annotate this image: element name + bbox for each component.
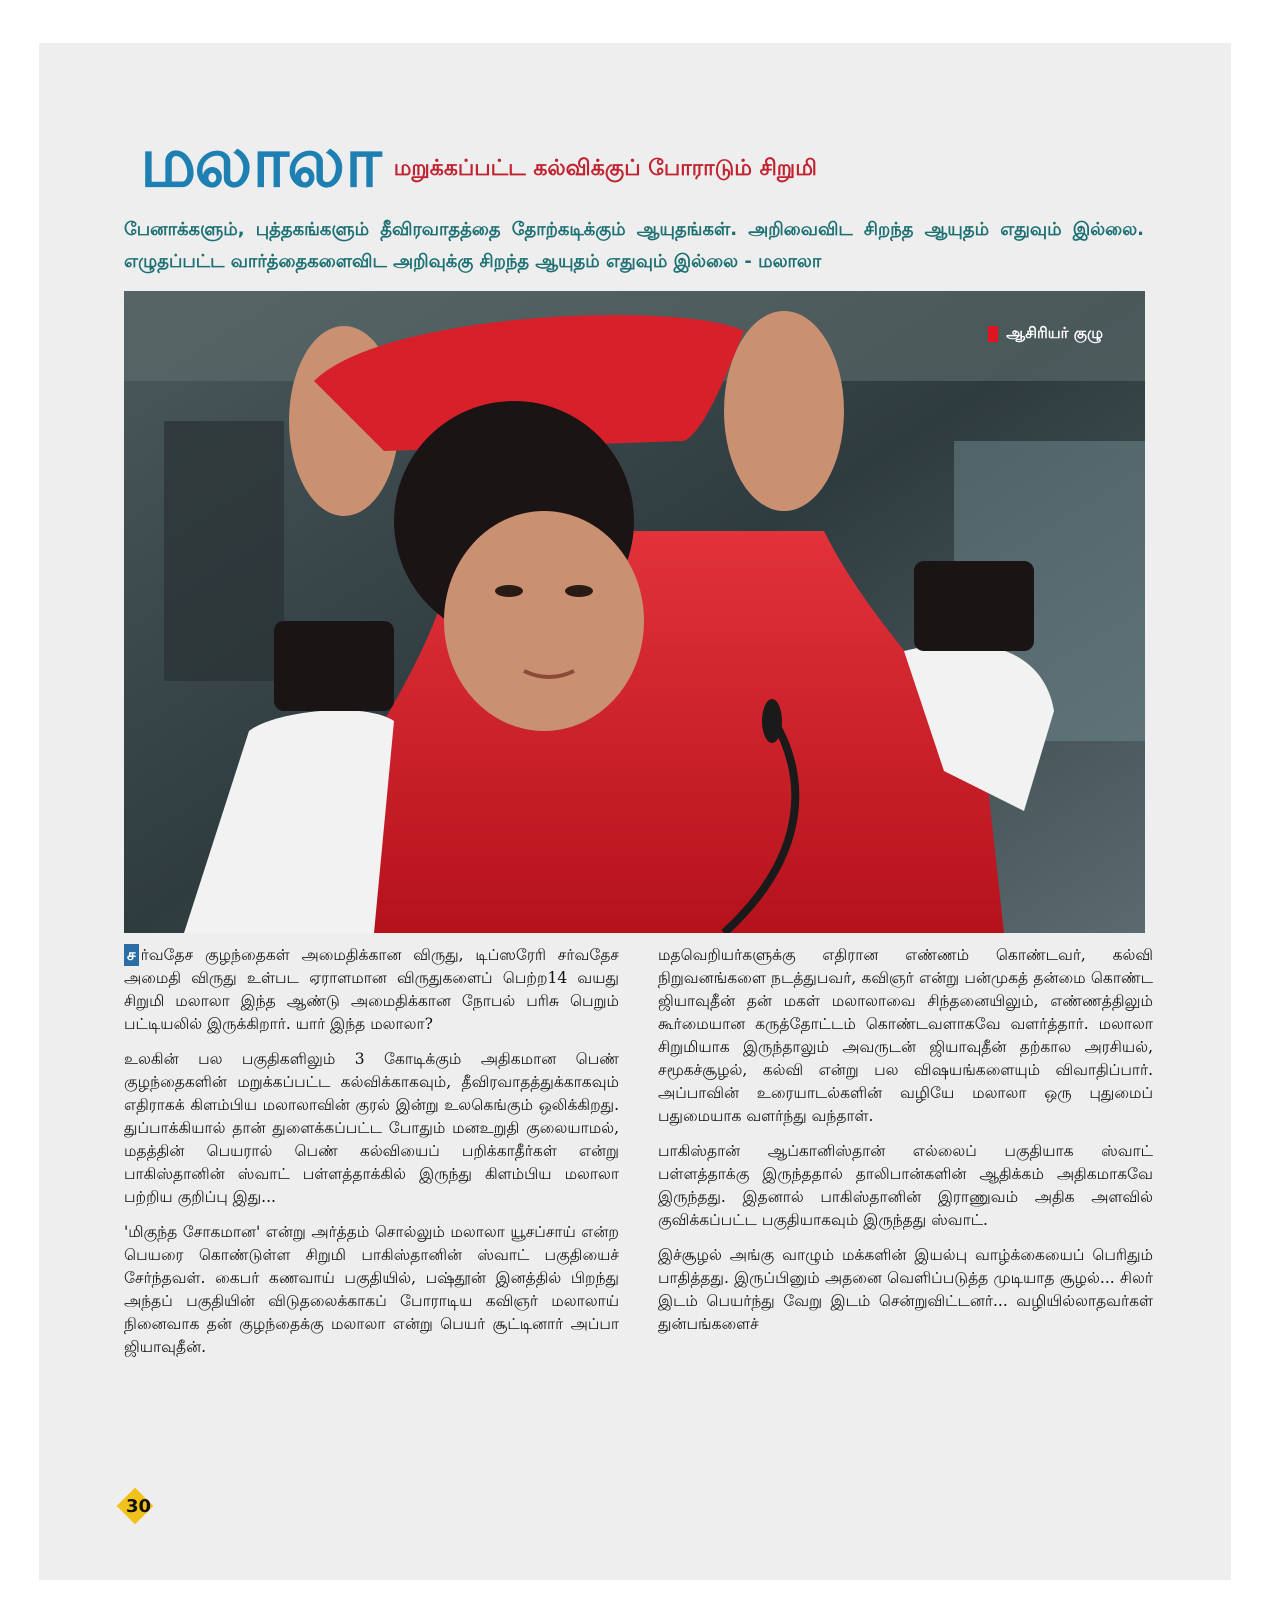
article-column-right [658, 944, 1153, 1348]
photo-illustration [124, 291, 1145, 933]
paragraph: இச்சூழல் அங்கு வாழும் மக்களின் இயல்பு வாழ்க்கையைப் பெரிதும் பாதித்தது. இருப்பினும் அதனை வெளிப்படுத்த முடியாத சூழல்... சிலர் இடம் பெயர்ந்து வேறு இடம் சென்றுவிட்டனர்... வழியில்லாதவர்கள் துன்பங்களைச் [658, 1246, 1153, 1333]
article-column-left [124, 944, 619, 1371]
page-title: மலாலா [140, 121, 380, 203]
page-number [126, 1496, 151, 1517]
byline-text: ஆசிரியர் குழு [1006, 324, 1103, 342]
paragraph: பாகிஸ்தான் ஆப்கானிஸ்தான் எல்லைப் பகுதியாக ஸ்வாட் பள்ளத்தாக்கு இருந்ததால் தாலிபான்களின் ஆதிக்கம் அதிகமாகவே இருந்தது. இதனால் பாகிஸ்தானின் இராணுவம் அதிக அளவில் குவிக்கப்பட்ட பகுதியாகவும் இருந்தது ஸ்வாட். [658, 1142, 1153, 1229]
paragraph: மதவெறியர்களுக்கு எதிரான எண்ணம் கொண்டவர், கல்வி நிறுவனங்களை நடத்துபவர், கவிஞர் என்று பன்முகத் தன்மை கொண்ட ஜியாவுதீன் தன் மகள் மலாலாவை சிந்தனையிலும், எண்ணத்திலும் கூர்மையான கருத்தோட்டம் கொண்டவளாகவே வளர்த்தார். மலாலா சிறுமியாக இருந்தாலும் அவருடன் ஜியாவுதீன் தற்கால அரசியல், சமூகச்சூழல், கல்வி என்று பல விஷயங்களையும் விவாதிப்பார். அப்பாவின் உரையாடல்களின் வழியே மலாலா ஒரு புதுமைப் பதுமையாக வளர்ந்து வந்தாள். [658, 946, 1153, 1125]
page-number-text: 30 [126, 1496, 152, 1517]
byline-marker [988, 326, 998, 342]
drop-cap: ச [124, 944, 139, 966]
paragraph: 'மிகுந்த சோகமான' என்று அர்த்தம் சொல்லும் மலாலா யூசப்சாய் என்ற பெயரை கொண்டுள்ள சிறுமி பாகிஸ்தானின் ஸ்வாட் பகுதியைச் சேர்ந்தவள். கைபர் கணவாய் பகுதியில், பஷ்தூன் இனத்தில் பிறந்து அந்தப் பகுதியின் விடுதலைக்காகப் போராடிய கவிஞர் மலாலாய் நினைவாக தன் குழந்தைக்கு மலாலா என்று பெயர் சூட்டினார் அப்பா ஜியாவுதீன். [124, 1223, 619, 1356]
article-photo [124, 291, 1145, 933]
page-subtitle: மறுக்கப்பட்ட கல்விக்குப் போராடும் சிறுமி [393, 156, 817, 181]
byline [988, 324, 1103, 344]
paragraph-text: ர்வதேச குழந்தைகள் அமைதிக்கான விருது, டிப்ஸரேரி சர்வதேச அமைதி விருது உள்பட ஏராளமான விருதுகளைப் பெற்ற14 வயது சிறுமி மலாலா இந்த ஆண்டு அமைதிக்கான நோபல் பரிசு பெறும் பட்டியலில் இருக்கிறார். யார் இந்த மலாலா? [124, 946, 619, 1033]
paragraph: உலகின் பல பகுதிகளிலும் 3 கோடிக்கும் அதிகமான பெண் குழந்தைகளின் மறுக்கப்பட்ட கல்விக்காகவும், தீவிரவாதத்துக்காகவும் எதிராகக் கிளம்பிய மலாலாவின் குரல் இன்று உலகெங்கும் ஒலிக்கிறது. துப்பாக்கியால் தான் துளைக்கப்பட்ட போதும் மனஉறுதி குலையாமல், மதத்தின் பெயரால் பெண் கல்வியைப் பறிக்காதீர்கள் என்று பாகிஸ்தானின் ஸ்வாட் பள்ளத்தாக்கில் இருந்து கிளம்பிய மலாலா பற்றிய குறிப்பு இது... [124, 1050, 619, 1206]
pull-quote: பேனாக்களும், புத்தகங்களும் தீவிரவாதத்தை தோற்கடிக்கும் ஆயுதங்கள். அறிவைவிட சிறந்த ஆயுதம் எதுவும் இல்லை. எழுதப்பட்ட வார்த்தைகளைவிட அறிவுக்கு சிறந்த ஆயுதம் எதுவும் இல்லை - மலாலா [124, 219, 1144, 272]
paragraph [124, 944, 619, 1036]
title-row [140, 122, 817, 202]
